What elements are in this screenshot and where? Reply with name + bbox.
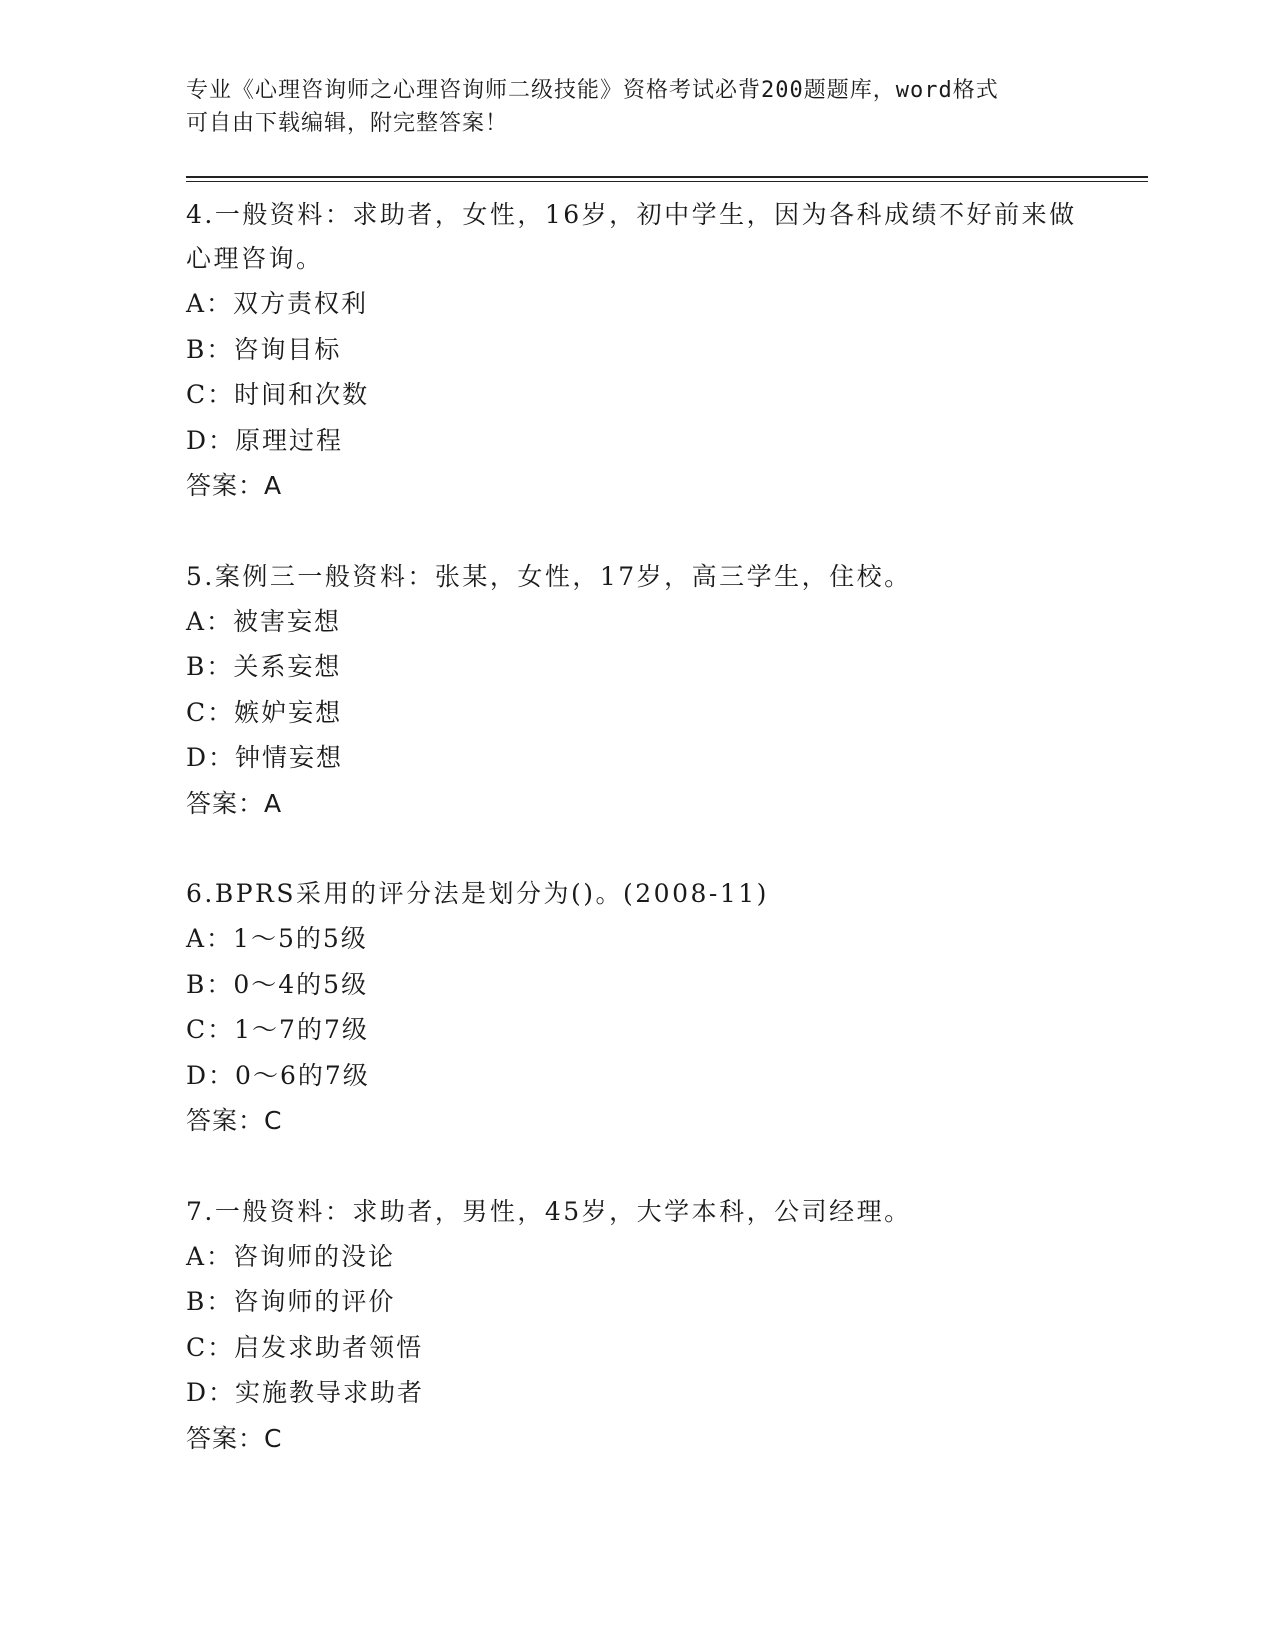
document-header: [186, 74, 1086, 140]
option-c: C：启发求助者领悟: [186, 1332, 424, 1362]
answer-line: 答案：C: [186, 1106, 283, 1135]
option-b: B：关系妄想: [186, 652, 342, 681]
question-4: [186, 193, 1086, 509]
option-a: A：双方责权利: [186, 289, 369, 318]
question-5: [186, 555, 1086, 827]
answer-line: 答案：A: [186, 471, 283, 500]
option-b: B：咨询师的评价: [186, 1287, 396, 1316]
header-divider: [186, 176, 1148, 182]
option-a: A：咨询师的没论: [186, 1241, 396, 1271]
header-line-2: 可自由下载编辑，附完整答案！: [186, 111, 509, 136]
question-stem: 5.案例三一般资料：张某，女性，17岁，高三学生，住校。: [186, 561, 912, 591]
option-d: D：0～6的7级: [186, 1060, 370, 1090]
question-list: [186, 193, 1086, 1507]
question-stem: 7.一般资料：求助者，男性，45岁，大学本科，公司经理。: [186, 1196, 912, 1226]
option-d: D：原理过程: [186, 425, 344, 455]
header-line-1: 专业《心理咨询师之心理咨询师二级技能》资格考试必背200题题库，word格式: [186, 78, 999, 103]
option-b: B：咨询目标: [186, 334, 342, 364]
option-a: A：被害妄想: [186, 606, 342, 636]
option-c: C：1～7的7级: [186, 1015, 369, 1044]
option-d: D：钟情妄想: [186, 743, 344, 772]
question-stem: 6.BPRS采用的评分法是划分为()。(2008-11): [186, 879, 769, 908]
option-d: D：实施教导求助者: [186, 1378, 425, 1407]
question-stem: 4.一般资料：求助者，女性，16岁，初中学生，因为各科成绩不好前来做心理咨询。: [186, 200, 1077, 273]
question-7: [186, 1190, 1086, 1462]
option-c: C：时间和次数: [186, 380, 370, 409]
answer-line: 答案：A: [186, 788, 283, 818]
answer-line: 答案：C: [186, 1423, 283, 1453]
option-a: A：1～5的5级: [186, 924, 368, 953]
option-b: B：0～4的5级: [186, 969, 369, 999]
option-c: C：嫉妒妄想: [186, 697, 343, 727]
question-6: [186, 872, 1086, 1144]
